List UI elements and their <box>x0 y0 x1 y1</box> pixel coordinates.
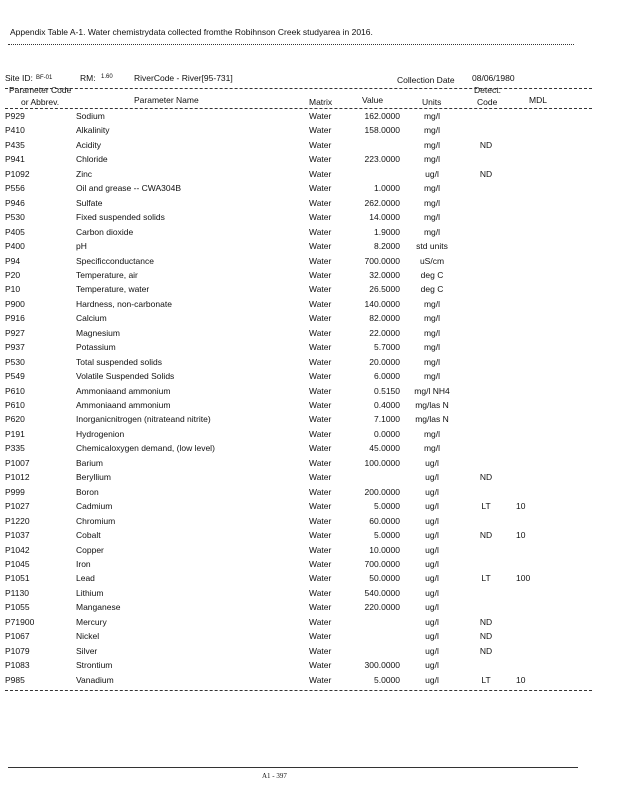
units-cell: ug/l <box>425 530 439 541</box>
matrix-cell: Water <box>309 241 332 252</box>
param-name: Cobalt <box>76 530 101 541</box>
table-row <box>0 125 618 140</box>
param-code: P191 <box>5 428 25 439</box>
units-cell: std units <box>416 241 448 252</box>
table-row <box>0 342 618 357</box>
units-cell: mg/l <box>423 356 441 367</box>
matrix-cell: Water <box>309 139 332 150</box>
collection-date-value: 08/06/1980 <box>472 73 515 83</box>
param-code: P937 <box>5 342 25 353</box>
param-name: Hydrogenion <box>76 428 125 439</box>
param-code: P1092 <box>5 168 30 179</box>
table-row <box>0 660 618 675</box>
value-cell: 158.0000 <box>364 125 400 136</box>
param-code: P410 <box>5 125 25 136</box>
site-id-value: BF-01 <box>36 75 53 81</box>
param-code: P10 <box>5 284 21 295</box>
table-row <box>0 631 618 646</box>
param-code: P916 <box>5 313 25 324</box>
detect-code-cell: ND <box>479 616 493 627</box>
value-cell: 14.0000 <box>369 212 400 223</box>
page-number: A1 - 397 <box>262 772 287 780</box>
param-code: P1012 <box>5 472 30 483</box>
table-row <box>0 400 618 415</box>
matrix-cell: Water <box>309 486 332 497</box>
units-cell: mg/l <box>423 342 441 353</box>
param-code: P1067 <box>5 631 30 642</box>
param-code: P20 <box>5 269 21 280</box>
units-cell: mg/l <box>423 443 441 454</box>
river-code: RiverCode - River[95-731] <box>134 73 233 83</box>
units-cell: mg/l <box>423 313 441 324</box>
value-cell: 5.0000 <box>374 530 400 541</box>
table-row <box>0 284 618 299</box>
col-header-mdl: MDL <box>529 95 547 105</box>
matrix-cell: Water <box>309 327 332 338</box>
table-row <box>0 241 618 256</box>
matrix-cell: Water <box>309 443 332 454</box>
param-name: Silver <box>76 645 98 656</box>
param-name: Volatile Suspended Solids <box>76 371 175 382</box>
table-row <box>0 602 618 617</box>
param-name: Specificconductance <box>76 255 154 266</box>
param-code: P1007 <box>5 457 30 468</box>
param-code: P1051 <box>5 573 30 584</box>
value-cell: 0.0000 <box>374 428 400 439</box>
units-cell: ug/l <box>425 674 439 685</box>
matrix-cell: Water <box>309 154 332 165</box>
matrix-cell: Water <box>309 183 332 194</box>
param-name: Inorganicnitrogen (nitrateand nitrite) <box>76 414 211 425</box>
table-row <box>0 472 618 487</box>
param-name: Zinc <box>76 168 93 179</box>
table-row <box>0 270 618 285</box>
matrix-cell: Water <box>309 226 332 237</box>
table-row <box>0 299 618 314</box>
col-header-code-1: Parameter Code <box>9 85 72 95</box>
units-cell: mg/las N <box>415 400 449 410</box>
value-cell: 45.0000 <box>369 443 400 454</box>
units-cell: ug/l <box>425 486 439 497</box>
param-code: P620 <box>5 414 25 425</box>
matrix-cell: Water <box>309 212 332 223</box>
param-name: Boron <box>76 486 99 497</box>
mdl-cell: 100 <box>516 573 531 584</box>
title-divider <box>8 44 574 45</box>
param-code: P900 <box>5 298 25 309</box>
units-cell: mg/l <box>423 327 441 338</box>
param-code: P985 <box>5 674 25 685</box>
table-row <box>0 328 618 343</box>
param-name: Hardness, non-carbonate <box>76 298 172 309</box>
param-code: P1220 <box>5 515 30 526</box>
matrix-cell: Water <box>309 197 332 208</box>
units-cell: ug/l <box>425 573 439 584</box>
matrix-cell: Water <box>309 472 332 483</box>
value-cell: 10.0000 <box>369 544 400 555</box>
param-code: P999 <box>5 486 25 497</box>
detect-code-cell: LT <box>481 501 491 512</box>
param-name: Chromium <box>76 515 116 526</box>
param-name: Strontium <box>76 660 113 671</box>
table-row <box>0 573 618 588</box>
mdl-cell: 10 <box>516 674 526 685</box>
table-row <box>0 371 618 386</box>
param-name: Magnesium <box>76 327 120 338</box>
units-cell: ug/l <box>425 558 439 569</box>
value-cell: 0.4000 <box>374 400 400 410</box>
param-name: Iron <box>76 558 91 569</box>
value-cell: 20.0000 <box>369 356 400 367</box>
param-name: Ammoniaand ammonium <box>76 385 171 396</box>
param-name: Fixed suspended solids <box>76 212 165 223</box>
matrix-cell: Water <box>309 414 332 425</box>
table-row <box>0 458 618 473</box>
units-cell: deg C <box>420 269 444 280</box>
value-cell: 32.0000 <box>369 269 400 280</box>
units-cell: ug/l <box>425 631 439 642</box>
param-name: Ammoniaand ammonium <box>76 400 171 410</box>
param-name: Nickel <box>76 631 100 642</box>
param-code: P1042 <box>5 544 30 555</box>
param-code: P1083 <box>5 660 30 671</box>
table-row <box>0 256 618 271</box>
table-row <box>0 429 618 444</box>
matrix-cell: Water <box>309 544 332 555</box>
units-cell: mg/l <box>423 212 441 223</box>
param-code: P530 <box>5 212 25 223</box>
table-row <box>0 559 618 574</box>
param-name: Potassium <box>76 342 116 353</box>
value-cell: 1.0000 <box>374 183 400 194</box>
site-id-label: Site ID: <box>5 73 33 83</box>
table-row <box>0 675 618 690</box>
units-cell: ug/l <box>425 168 439 179</box>
units-cell: uS/cm <box>419 255 445 266</box>
value-cell: 5.7000 <box>374 342 400 353</box>
matrix-cell: Water <box>309 602 332 613</box>
param-name: Mercury <box>76 616 107 627</box>
table-row <box>0 357 618 372</box>
value-cell: 0.5150 <box>374 385 400 396</box>
detect-code-cell: LT <box>481 674 491 685</box>
param-code: P1037 <box>5 530 30 541</box>
detect-code-cell: ND <box>479 168 493 179</box>
matrix-cell: Water <box>309 616 332 627</box>
param-name: Oil and grease -- CWA304B <box>76 183 182 194</box>
param-code: P1079 <box>5 645 30 656</box>
matrix-cell: Water <box>309 371 332 382</box>
units-cell: ug/l <box>425 660 439 671</box>
col-header-detect-1: Detect. <box>474 85 501 95</box>
detect-code-cell: ND <box>479 472 493 483</box>
detect-code-cell: ND <box>479 631 493 642</box>
value-cell: 140.0000 <box>364 298 400 309</box>
param-code: P610 <box>5 400 25 410</box>
table-row <box>0 501 618 516</box>
param-name: Temperature, water <box>76 284 150 295</box>
mdl-cell: 10 <box>516 530 526 541</box>
param-name: Temperature, air <box>76 269 138 280</box>
param-name: Barium <box>76 457 103 468</box>
value-cell: 60.0000 <box>369 515 400 526</box>
detect-code-cell: ND <box>479 530 493 541</box>
param-code: P1027 <box>5 501 30 512</box>
param-code: P435 <box>5 139 25 150</box>
matrix-cell: Water <box>309 400 332 410</box>
matrix-cell: Water <box>309 298 332 309</box>
table-row <box>0 414 618 429</box>
value-cell: 100.0000 <box>364 457 400 468</box>
units-cell: mg/l <box>423 371 441 382</box>
param-code: P1055 <box>5 602 30 613</box>
table-row <box>0 617 618 632</box>
units-cell: ug/l <box>425 472 439 483</box>
table-row <box>0 212 618 227</box>
table-row <box>0 516 618 531</box>
matrix-cell: Water <box>309 674 332 685</box>
detect-code-cell: LT <box>481 573 491 584</box>
table-row <box>0 154 618 169</box>
value-cell: 200.0000 <box>364 486 400 497</box>
value-cell: 8.2000 <box>374 241 400 252</box>
matrix-cell: Water <box>309 558 332 569</box>
param-code: P946 <box>5 197 25 208</box>
col-header-detect-2: Code <box>477 97 498 107</box>
table-row <box>0 588 618 603</box>
collection-date-label: Collection Date <box>397 75 455 85</box>
value-cell: 162.0000 <box>364 111 400 121</box>
param-name: Copper <box>76 544 104 555</box>
table-row <box>0 198 618 213</box>
mdl-cell: 10 <box>516 501 526 512</box>
param-name: pH <box>76 241 87 252</box>
param-code: P1130 <box>5 587 29 598</box>
matrix-cell: Water <box>309 645 332 656</box>
units-cell: mg/l <box>423 226 441 237</box>
param-name: Sulfate <box>76 197 103 208</box>
value-cell: 26.5000 <box>369 284 400 295</box>
units-cell: mg/l <box>423 428 441 439</box>
param-name: Beryllium <box>76 472 111 483</box>
table-row <box>0 140 618 155</box>
param-name: Vanadium <box>76 674 114 685</box>
table-row <box>0 386 618 401</box>
units-cell: mg/l <box>423 298 441 309</box>
units-cell: ug/l <box>425 515 439 526</box>
table-row <box>0 313 618 328</box>
value-cell: 700.0000 <box>364 558 400 569</box>
param-code: P405 <box>5 226 25 237</box>
matrix-cell: Water <box>309 573 332 584</box>
col-header-value: Value <box>362 95 384 105</box>
units-cell: mg/l NH4 <box>414 385 450 396</box>
matrix-cell: Water <box>309 356 332 367</box>
value-cell: 300.0000 <box>364 660 400 671</box>
units-cell: deg C <box>420 284 444 295</box>
value-cell: 223.0000 <box>364 154 400 165</box>
param-code: P71900 <box>5 616 35 627</box>
detect-code-cell: ND <box>479 645 493 656</box>
param-name: Lithium <box>76 587 104 598</box>
units-cell: ug/l <box>425 602 439 613</box>
matrix-cell: Water <box>309 457 332 468</box>
units-cell: ug/l <box>425 457 439 468</box>
matrix-cell: Water <box>309 284 332 295</box>
matrix-cell: Water <box>309 530 332 541</box>
col-header-name: Parameter Name <box>134 95 199 105</box>
units-cell: mg/l <box>423 125 441 136</box>
param-name: Manganese <box>76 602 121 613</box>
table-row <box>0 646 618 661</box>
param-code: P530 <box>5 356 25 367</box>
param-name: Carbon dioxide <box>76 226 134 237</box>
detect-code-cell: ND <box>479 139 493 150</box>
value-cell: 6.0000 <box>374 371 400 382</box>
param-code: P929 <box>5 111 25 121</box>
param-code: P941 <box>5 154 25 165</box>
footer-divider <box>8 767 578 768</box>
value-cell: 540.0000 <box>364 587 400 598</box>
value-cell: 5.0000 <box>374 501 400 512</box>
param-code: P927 <box>5 327 25 338</box>
table-row <box>0 111 618 126</box>
value-cell: 50.0000 <box>369 573 400 584</box>
units-cell: mg/l <box>423 111 441 121</box>
param-name: Acidity <box>76 139 102 150</box>
matrix-cell: Water <box>309 587 332 598</box>
table-row <box>0 183 618 198</box>
value-cell: 700.0000 <box>364 255 400 266</box>
matrix-cell: Water <box>309 631 332 642</box>
units-cell: mg/las N <box>415 414 449 425</box>
param-code: P556 <box>5 183 25 194</box>
param-code: P400 <box>5 241 25 252</box>
rm-value: 1.60 <box>101 74 113 80</box>
table-title: Appendix Table A-1. Water chemistrydata collected fromthe Robihnson Creek studyarea in 2016. <box>10 27 373 37</box>
param-name: Calcium <box>76 313 107 324</box>
table-end-divider <box>5 690 592 691</box>
param-name: Lead <box>76 573 95 584</box>
value-cell: 262.0000 <box>364 197 400 208</box>
param-name: Sodium <box>76 111 105 121</box>
units-cell: mg/l <box>423 154 441 165</box>
value-cell: 5.0000 <box>374 674 400 685</box>
matrix-cell: Water <box>309 501 332 512</box>
param-name: Chemicaloxygen demand, (low level) <box>76 443 215 454</box>
units-cell: ug/l <box>425 501 439 512</box>
table-row <box>0 487 618 502</box>
matrix-cell: Water <box>309 125 332 136</box>
param-name: Chloride <box>76 154 108 165</box>
matrix-cell: Water <box>309 168 332 179</box>
rm-label: RM: <box>80 73 96 83</box>
units-cell: mg/l <box>423 183 441 194</box>
param-code: P549 <box>5 371 25 382</box>
value-cell: 22.0000 <box>369 327 400 338</box>
header-top-divider <box>5 88 592 89</box>
matrix-cell: Water <box>309 342 332 353</box>
param-code: P1045 <box>5 558 30 569</box>
units-cell: ug/l <box>425 544 439 555</box>
matrix-cell: Water <box>309 660 332 671</box>
table-row <box>0 169 618 184</box>
matrix-cell: Water <box>309 313 332 324</box>
value-cell: 82.0000 <box>369 313 400 324</box>
matrix-cell: Water <box>309 385 332 396</box>
units-cell: ug/l <box>425 616 439 627</box>
units-cell: mg/l <box>423 139 441 150</box>
units-cell: mg/l <box>423 197 441 208</box>
col-header-units: Units <box>422 97 442 107</box>
param-name: Total suspended solids <box>76 356 163 367</box>
value-cell: 220.0000 <box>364 602 400 613</box>
col-header-code-2: or Abbrev. <box>21 97 60 107</box>
table-row <box>0 545 618 560</box>
matrix-cell: Water <box>309 428 332 439</box>
table-row <box>0 227 618 242</box>
units-cell: ug/l <box>425 645 439 656</box>
param-name: Alkalinity <box>76 125 110 136</box>
param-code: P610 <box>5 385 25 396</box>
param-name: Cadmium <box>76 501 113 512</box>
value-cell: 1.9000 <box>374 226 400 237</box>
matrix-cell: Water <box>309 269 332 280</box>
units-cell: ug/l <box>425 587 439 598</box>
table-row <box>0 530 618 545</box>
matrix-cell: Water <box>309 111 332 121</box>
value-cell: 7.1000 <box>374 414 400 425</box>
matrix-cell: Water <box>309 515 332 526</box>
param-code: P335 <box>5 443 25 454</box>
param-code: P94 <box>5 255 21 266</box>
table-row <box>0 443 618 458</box>
matrix-cell: Water <box>309 255 332 266</box>
col-header-matrix: Matrix <box>309 97 333 107</box>
header-bottom-divider <box>5 108 592 109</box>
